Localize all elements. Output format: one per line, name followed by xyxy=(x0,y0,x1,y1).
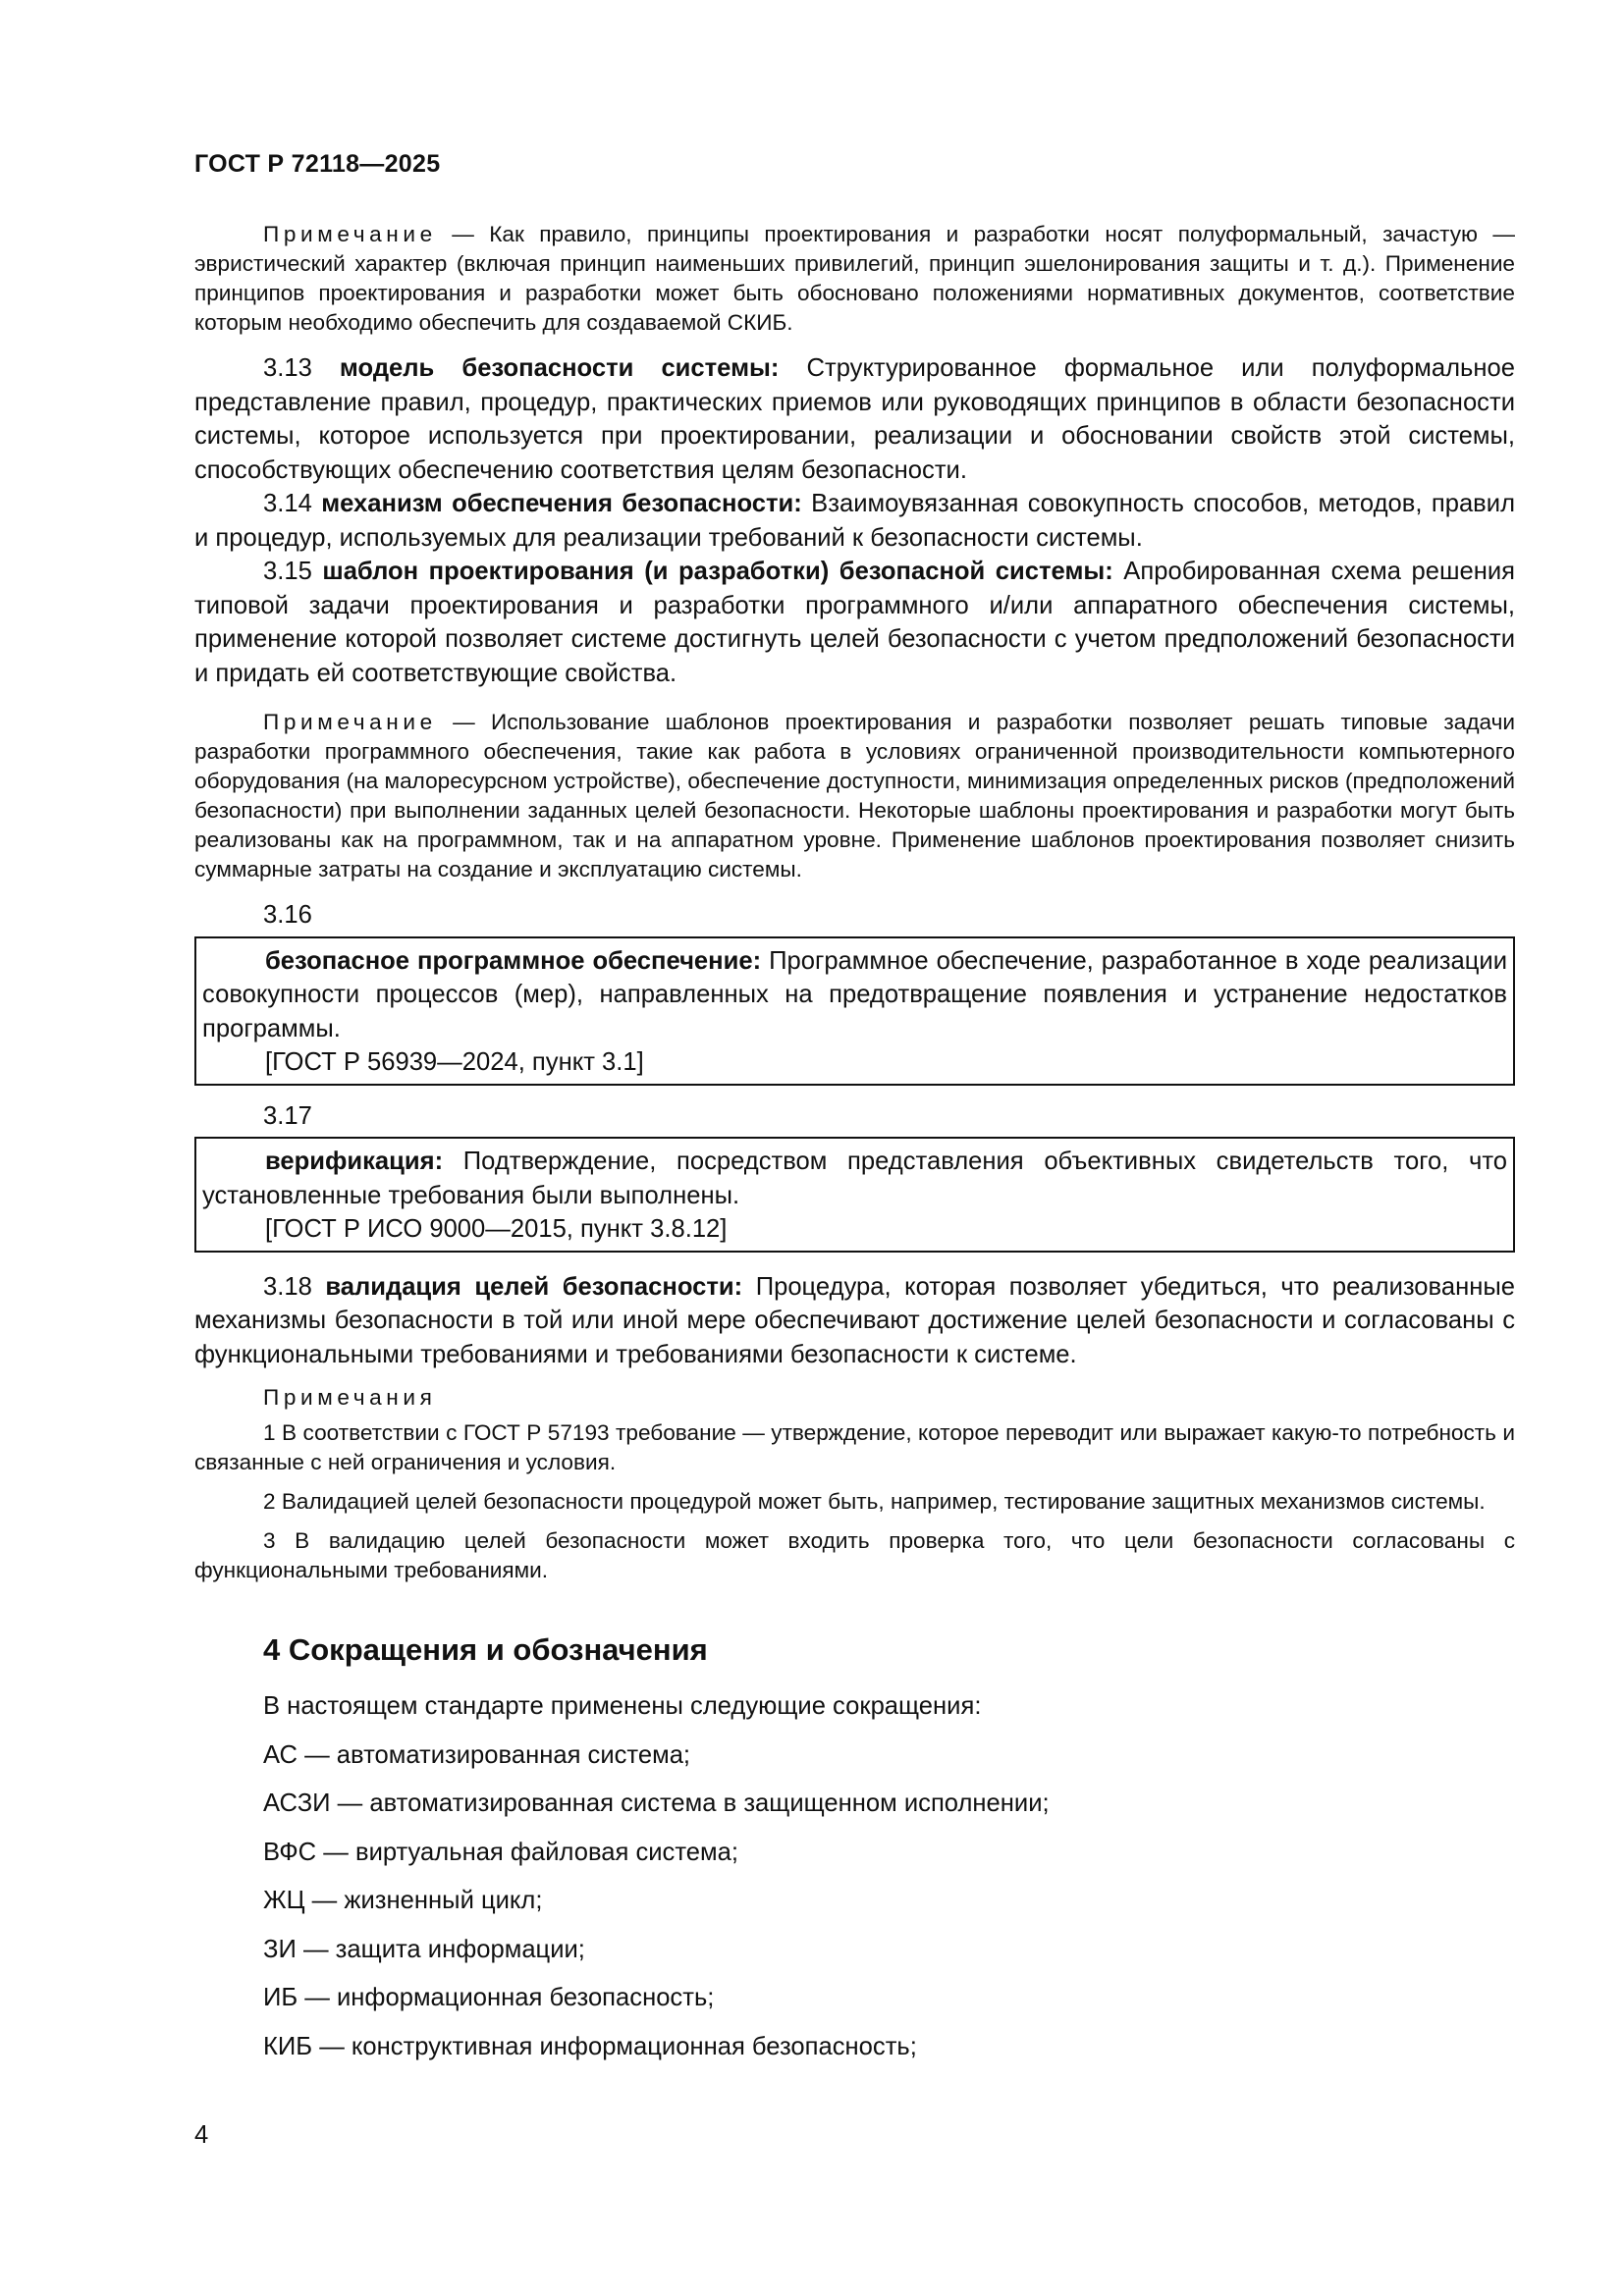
term-number-3-16: 3.16 xyxy=(263,901,312,929)
term-definition: Процедура, которая позволяет убедиться, что реализованные механизмы безопасности в той или иной мере обеспечивают достижение целей безопасности и согласованы с функциональными требованиями и требованиями безопасности к системе. xyxy=(194,1272,1515,1368)
source-reference: [ГОСТ Р ИСО 9000—2015, пункт 3.8.12] xyxy=(265,1215,728,1243)
notes-heading: Примечания xyxy=(263,1385,437,1410)
term-definition: Структурированное формальное или полуформальное представление правил, процедур, практических приемов или руководящих принципов в области безопасности системы, которое используется при проектировании, реализации и обосновании свойств этой системы, способствующих обеспечению соответствия целям безопасности. xyxy=(194,354,1515,484)
term-title: модель безопасности системы: xyxy=(339,354,780,382)
abbreviation-item: ЗИ — защита информации; xyxy=(263,1935,585,1963)
term-definition: Подтверждение, посредством представления объективных свидетельств того, что установленные требования были выполнены. xyxy=(202,1148,1507,1209)
term-title: валидация целей безопасности: xyxy=(325,1272,743,1301)
term-title: верификация: xyxy=(265,1148,444,1175)
boxed-definition-3-16 xyxy=(194,936,1515,1086)
note-paragraph xyxy=(194,220,1515,338)
term-definition: Взаимоувязанная совокупность способов, методов, правил и процедур, используемых для реализации требований к безопасности системы. xyxy=(194,490,1516,552)
term-title: безопасное программное обеспечение: xyxy=(265,946,762,975)
abbreviation-item: ИБ — информационная безопасность; xyxy=(263,1984,715,2011)
abbreviation-list xyxy=(194,1738,1515,2064)
note-label: Примечание xyxy=(263,222,437,246)
abbreviation-item: ЖЦ — жизненный цикл; xyxy=(263,1887,543,1914)
abbreviation-item: КИБ — конструктивная информационная безопасность; xyxy=(263,2032,917,2060)
note-item-2: 2 Валидацией целей безопасности процедурой может быть, например, тестирование защитных механизмов системы. xyxy=(263,1489,1486,1514)
abbreviation-item: АС — автоматизированная система; xyxy=(263,1740,691,1769)
source-reference: [ГОСТ Р 56939—2024, пункт 3.1] xyxy=(265,1048,644,1076)
note-item-1: 1 В соответствии с ГОСТ Р 57193 требование — утверждение, которое переводит или выражает какую-то потребность и связанные с ней ограничения и условия. xyxy=(194,1420,1515,1474)
term-number: 3.13 xyxy=(263,354,340,382)
definition-3-18 xyxy=(194,1270,1515,1372)
boxed-definition-3-17 xyxy=(194,1137,1515,1253)
boxed-definition-text xyxy=(202,944,1507,1046)
note-label: Примечание xyxy=(263,710,437,734)
term-number: 3.15 xyxy=(263,558,323,585)
document-header: ГОСТ Р 72118—2025 xyxy=(194,150,441,178)
term-title: механизм обеспечения безопасности: xyxy=(321,490,802,517)
abbreviation-item: АСЗИ — автоматизированная система в защищенном исполнении; xyxy=(263,1789,1050,1817)
term-definition: Программное обеспечение, разработанное в ходе реализации совокупности процессов (мер), направленных на предотвращение появления и устранение недостатков программы. xyxy=(202,946,1507,1042)
document-body xyxy=(194,220,1515,2078)
section-heading: 4 Сокращения и обозначения xyxy=(263,1632,708,1667)
definition-3-14 xyxy=(194,487,1515,555)
abbreviation-item: ВФС — виртуальная файловая система; xyxy=(263,1838,738,1866)
definition-3-15 xyxy=(194,555,1515,690)
term-number: 3.14 xyxy=(263,490,322,517)
note-text: — Как правило, принципы проектирования и разработки носят полуформальный, зачастую — эвристический характер (включая принцип наименьших привилегий, принцип эшелонирования защиты и т. д.). Применение принципов проектирования и разработки может быть обосновано положениями нормативных документов, соответствие которым необходимо обеспечить для создаваемой СКИБ. xyxy=(194,222,1515,335)
term-title: шаблон проектирования (и разработки) безопасной системы: xyxy=(322,558,1113,585)
term-definition: Апробированная схема решения типовой задачи проектирования и разработки программного и/или аппаратного обеспечения системы, применение которой позволяет системе достигнуть целей безопасности с учетом предположений безопасности и придать ей соответствующие свойства. xyxy=(194,558,1515,687)
note-paragraph xyxy=(194,708,1515,884)
note-item-3: 3 В валидацию целей безопасности может входить проверка того, что цели безопасности согласованы с функциональными требованиями. xyxy=(194,1528,1515,1582)
term-number-3-17: 3.17 xyxy=(263,1101,312,1130)
page-number: 4 xyxy=(194,2121,209,2149)
boxed-definition-text xyxy=(202,1145,1507,1212)
note-text: — Использование шаблонов проектирования и разработки позволяет решать типовые задачи разработки программного обеспечения, такие как работа в условиях ограниченной производительности компьютерного оборудования (на малоресурсном устройстве), обеспечение доступности, минимизация определенных рисков (предположений безопасности) при выполнении заданных целей безопасности. Некоторые шаблоны проектирования и разработки могут быть реализованы как на программном, так и на аппаратном уровне. Применение шаблонов проектирования позволяет снизить суммарные затраты на создание и эксплуатацию системы. xyxy=(194,710,1515,881)
definition-3-13 xyxy=(194,351,1515,487)
section-lead-text: В настоящем стандарте применены следующие сокращения: xyxy=(263,1692,982,1720)
term-number: 3.18 xyxy=(263,1272,326,1301)
